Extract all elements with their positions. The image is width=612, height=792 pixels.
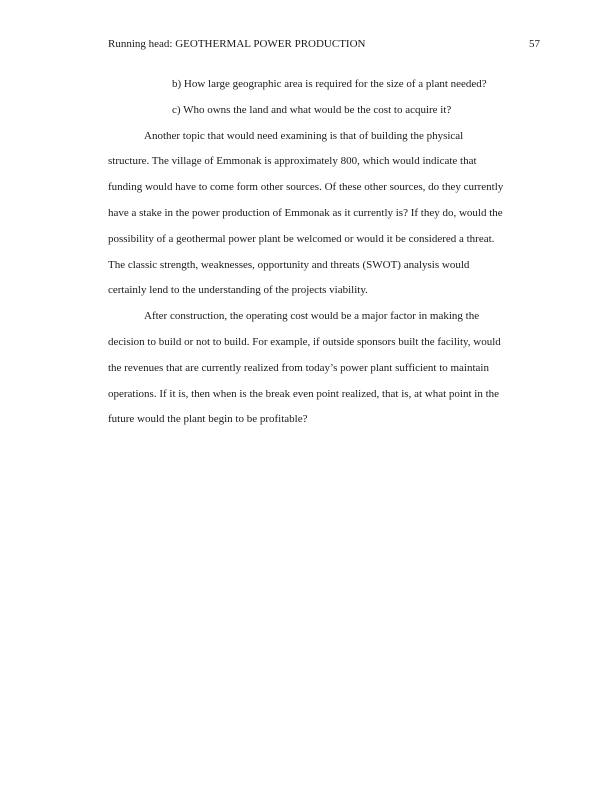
page-number: 57: [529, 38, 540, 50]
paragraph-operating-cost: [108, 308, 540, 437]
document-body: [108, 76, 540, 437]
paragraph-line: funding would have to come form other sources. Of these other sources, do they currently: [108, 181, 504, 194]
paragraph-line: Another topic that would need examining is that of building the physical: [144, 129, 464, 142]
paragraph-line: After construction, the operating cost would be a major factor in making the: [144, 310, 480, 323]
running-head: Running head: GEOTHERMAL POWER PRODUCTION: [108, 38, 366, 50]
paragraph-line: structure. The village of Emmonak is approximately 800, which would indicate that: [108, 155, 477, 168]
paragraph-line: possibility of a geothermal power plant be welcomed or would it be considered a threat.: [108, 232, 495, 245]
paragraph-line: the revenues that are currently realized from today’s power plant sufficient to maintain: [108, 361, 489, 374]
list-item-b: b) How large geographic area is required for the size of a plant needed?: [172, 78, 487, 90]
paragraph-line: operations. If it is, then when is the break even point realized, that is, at what point in the: [108, 387, 500, 400]
paragraph-line: certainly lend to the understanding of the projects viability.: [108, 284, 368, 297]
page-header: [108, 38, 540, 50]
paragraph-line: The classic strength, weaknesses, opportunity and threats (SWOT) analysis would: [108, 258, 470, 271]
paragraph-line: have a stake in the power production of Emmonak as it currently is? If they do, would the: [108, 206, 503, 219]
list-item-c: c) Who owns the land and what would be the cost to acquire it?: [172, 103, 452, 116]
paragraph-building-structure: [108, 128, 540, 309]
paragraph-line: decision to build or not to build. For example, if outside sponsors built the facility, would: [108, 335, 501, 348]
paragraph-line: future would the plant begin to be profitable?: [108, 413, 308, 426]
